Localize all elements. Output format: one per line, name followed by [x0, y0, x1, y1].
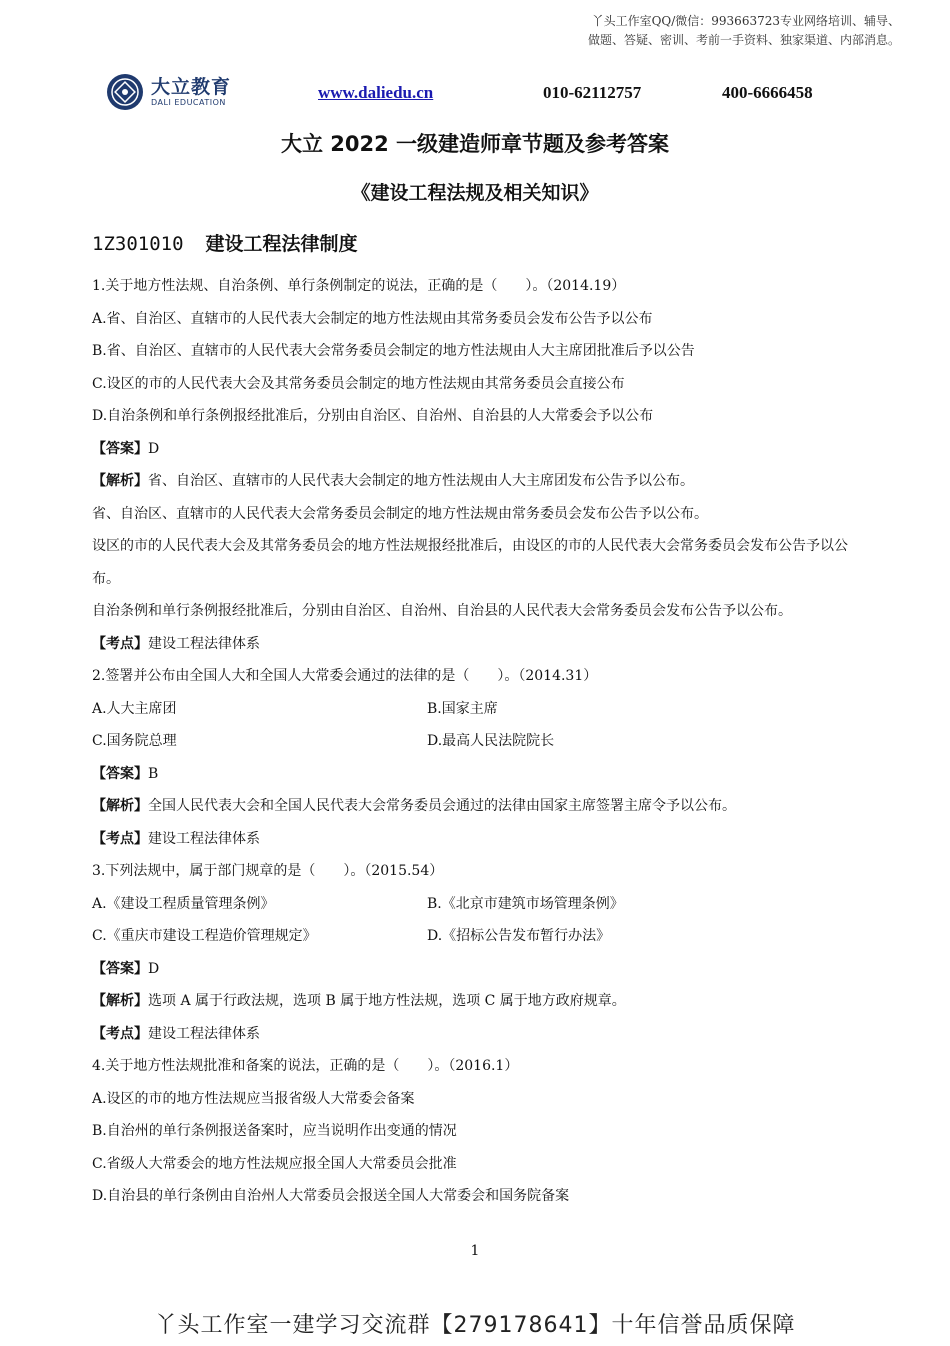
question-2-analysis: [92, 790, 867, 823]
dali-emblem-icon: [105, 72, 145, 112]
analysis-text: 选项 A 属于行政法规，选项 B 属于地方性法规，选项 C 属于地方政府规章。: [148, 993, 626, 1009]
logo-chinese-name: 大立教育: [151, 76, 232, 98]
top-note: [480, 12, 900, 50]
answer-value: B: [148, 765, 159, 782]
point-label: 【考点】: [92, 1025, 148, 1042]
question-2-stem: 2.签署并公布由全国人大和全国人大常委会通过的法律的是（ ）。（2014.31）: [92, 668, 598, 684]
answer-label: 【答案】: [92, 765, 148, 782]
question-1-analysis-2: 省、自治区、直辖市的人民代表大会常务委员会制定的地方性法规由常务委员会发布公告予以公布。: [92, 505, 708, 522]
analysis-text: 全国人民代表大会和全国人民代表大会常务委员会通过的法律由国家主席签署主席令予以公布。: [148, 798, 736, 814]
answer-value: D: [148, 960, 160, 977]
answer-label: 【答案】: [92, 960, 148, 977]
document-title: 大立 2022 一级建造师章节题及参考答案: [280, 132, 670, 156]
answer-value: D: [148, 440, 160, 457]
question-2-option-b: B.国家主席: [427, 700, 498, 717]
question-3-answer: [92, 953, 867, 986]
question-2-option-c: C.国务院总理: [92, 733, 177, 749]
question-4-option-b: B.自治州的单行条例报送备案时，应当说明作出变通的情况: [92, 1123, 457, 1139]
analysis-label: 【解析】: [92, 473, 148, 489]
analysis-label: 【解析】: [92, 993, 148, 1009]
question-3-point: [92, 1018, 867, 1051]
footer-banner: 丫头工作室一建学习交流群【279178641】十年信誉品质保障: [154, 1313, 796, 1338]
question-3-option-b: B.《北京市建筑市场管理条例》: [427, 895, 624, 912]
question-2-option-a: A.人大主席团: [92, 700, 177, 717]
question-1-analysis: [92, 465, 867, 498]
question-1-analysis-4: 自治条例和单行条例报经批准后，分别由自治区、自治州、自治县的人民代表大会常务委员会发布公告予以公布。: [92, 603, 792, 619]
section-heading: [92, 229, 358, 256]
question-3-options-row-1: [92, 888, 867, 921]
top-note-line-1: 丫头工作室QQ/微信：993663723专业网络培训、辅导、: [591, 14, 900, 28]
question-2-options-row-1: [92, 693, 867, 726]
question-1-analysis-3: 设区的市的人民代表大会及其常务委员会的地方性法规报经批准后，由设区的市的人民代表大会常务委员会发布公告予以公布。: [92, 538, 848, 587]
point-label: 【考点】: [92, 635, 148, 652]
question-1-stem: 1.关于地方性法规、自治条例、单行条例制定的说法，正确的是（ ）。（2014.19）: [92, 278, 626, 294]
point-label: 【考点】: [92, 830, 148, 847]
question-3-option-c: C.《重庆市建设工程造价管理规定》: [92, 928, 317, 944]
question-list: [92, 270, 867, 1213]
analysis-text: 省、自治区、直辖市的人民代表大会制定的地方性法规由人大主席团发布公告予以公布。: [148, 473, 694, 489]
dali-logo: [105, 70, 231, 114]
question-2-option-d: D.最高人民法院院长: [427, 733, 555, 749]
section-name: 建设工程法律制度: [205, 233, 358, 255]
question-4-stem: 4.关于地方性法规批准和备案的说法，正确的是（ ）。（2016.1）: [92, 1058, 519, 1074]
question-1-option-a: A.省、自治区、直辖市的人民代表大会制定的地方性法规由其常务委员会发布公告予以公布: [92, 310, 653, 327]
analysis-label: 【解析】: [92, 798, 148, 814]
point-text: 建设工程法律体系: [148, 635, 260, 652]
section-code: 1Z301010: [92, 233, 184, 255]
question-3-analysis: [92, 985, 867, 1018]
phone-number-2: 400-6666458: [722, 83, 813, 102]
question-2-point: [92, 823, 867, 856]
question-3-option-d: D.《招标公告发布暂行办法》: [427, 928, 611, 944]
question-1-option-c: C.设区的市的人民代表大会及其常务委员会制定的地方性法规由其常务委员会直接公布: [92, 375, 625, 392]
question-3-stem: 3.下列法规中，属于部门规章的是（ ）。（2015.54）: [92, 863, 444, 879]
question-3-option-a: A.《建设工程质量管理条例》: [92, 895, 275, 912]
answer-label: 【答案】: [92, 440, 148, 457]
point-text: 建设工程法律体系: [148, 830, 260, 847]
document-header: [105, 70, 865, 118]
page-number: 1: [470, 1243, 480, 1259]
question-1-option-d: D.自治条例和单行条例报经批准后，分别由自治区、自治州、自治县的人大常委会予以公布: [92, 408, 654, 424]
question-3-options-row-2: [92, 920, 867, 953]
document-subtitle: 《建设工程法规及相关知识》: [351, 182, 599, 204]
question-4-option-d: D.自治县的单行条例由自治州人大常委员会报送全国人大常委会和国务院备案: [92, 1188, 570, 1204]
question-4-option-c: C.省级人大常委会的地方性法规应报全国人大常委员会批准: [92, 1155, 457, 1172]
question-2-answer: [92, 758, 867, 791]
question-2-options-row-2: [92, 725, 867, 758]
phone-number-1: 010-62112757: [543, 83, 642, 102]
logo-english-name: DALI EDUCATION: [151, 98, 226, 107]
question-4-option-a: A.设区的市的地方性法规应当报省级人大常委会备案: [92, 1090, 415, 1107]
question-1-point: [92, 628, 867, 661]
question-1-answer: [92, 433, 867, 466]
point-text: 建设工程法律体系: [148, 1025, 260, 1042]
website-link[interactable]: www.daliedu.cn: [318, 83, 434, 102]
question-1-option-b: B.省、自治区、直辖市的人民代表大会常务委员会制定的地方性法规由人大主席团批准后予以公告: [92, 343, 695, 359]
top-note-line-2: 做题、答疑、密训、考前一手资料、独家渠道、内部消息。: [587, 33, 900, 47]
